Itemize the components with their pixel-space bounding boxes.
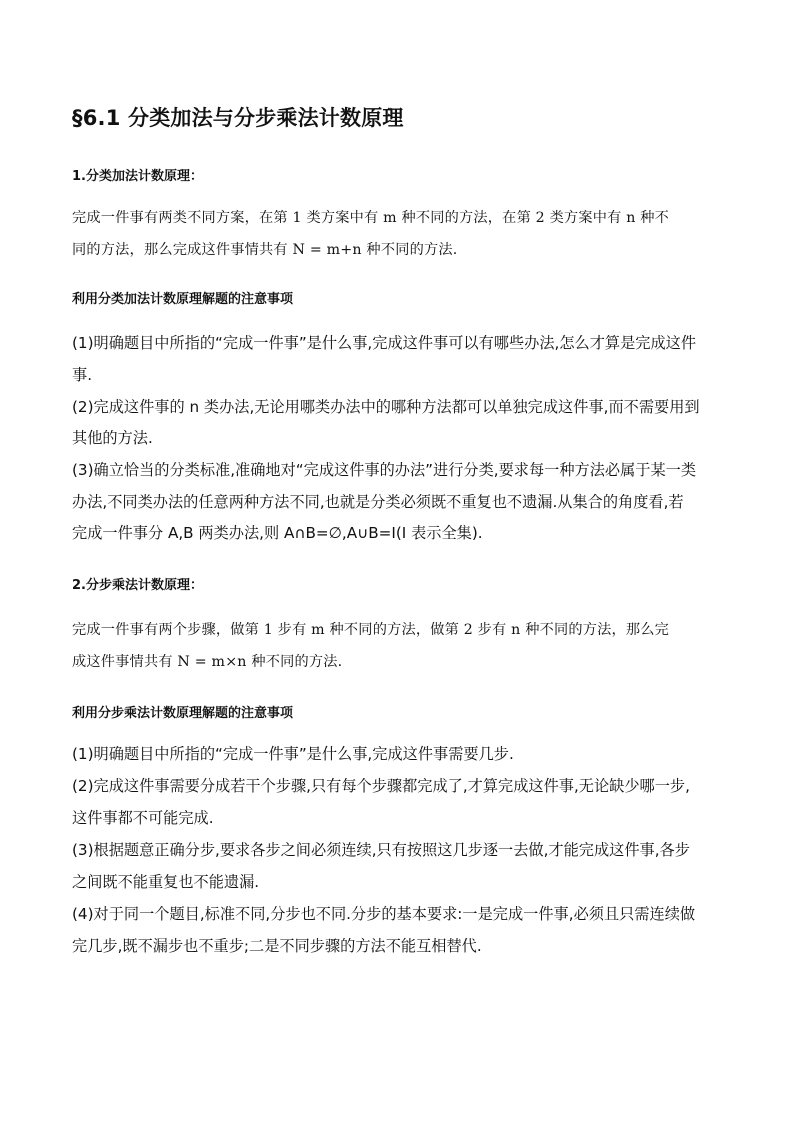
section-2-heading: 2.分步乘法计数原理： [72,578,203,593]
section-1-note-line: 事. [72,366,93,384]
section-2-definition-line: 完成一件事有两个步骤，做第 1 步有 m 种不同的方法，做第 2 步有 n 种不同的方法，那么完 [72,622,670,638]
section-2-note-line: 完几步,既不漏步也不重步;二是不同步骤的方法不能互相替代. [72,937,482,955]
section-2-definition-line: 成这件事情共有 N = m×n 种不同的方法. [72,654,343,670]
section-1-note-line: 其他的方法. [72,429,153,447]
page-title: §6.1 分类加法与分步乘法计数原理 [72,106,404,130]
section-2-note-line: 这件事都不可能完成. [72,809,214,827]
section-2-note-line: (1)明确题目中所指的“完成一件事”是什么事,完成这件事需要几步. [72,745,514,763]
section-1-note-line: 完成一件事分 A,B 两类办法,则 A∩B=∅,A∪B=I(I 表示全集). [72,524,483,542]
section-2-note-line: (4)对于同一个题目,标准不同,分步也不同.分步的基本要求:一是完成一件事,必须且只需连续做 [72,905,696,923]
section-1-definition-line: 同的方法，那么完成这件事情共有 N = m+n 种不同的方法. [72,242,458,258]
section-1-notes-heading: 利用分类加法计数原理解题的注意事项 [72,292,294,307]
section-1-note-line: (2)完成这件事的 n 类办法,无论用哪类办法中的哪种方法都可以单独完成这件事,而不需要用到 [72,398,700,416]
section-1-definition-line: 完成一件事有两类不同方案，在第 1 类方案中有 m 种不同的方法，在第 2 类方案中有 n 种不 [72,210,670,226]
section-2-note-line: 之间既不能重复也不能遗漏. [72,873,260,891]
section-1-note-line: (3)确立恰当的分类标准,准确地对“完成这件事的办法”进行分类,要求每一种方法必属于某一类 [72,461,697,479]
section-1-heading: 1.分类加法计数原理： [72,169,203,184]
section-1-note-line: 办法,不同类办法的任意两种方法不同,也就是分类必须既不重复也不遗漏.从集合的角度看,若 [72,493,684,511]
section-2-note-line: (3)根据题意正确分步,要求各步之间必须连续,只有按照这几步逐一去做,才能完成这件事,各步 [72,841,690,859]
section-2-notes-heading: 利用分步乘法计数原理解题的注意事项 [72,706,294,721]
section-2-note-line: (2)完成这件事需要分成若干个步骤,只有每个步骤都完成了,才算完成这件事,无论缺少哪一步, [72,777,690,795]
section-1-note-line: (1)明确题目中所指的“完成一件事”是什么事,完成这件事可以有哪些办法,怎么才算是完成这件 [72,334,697,352]
